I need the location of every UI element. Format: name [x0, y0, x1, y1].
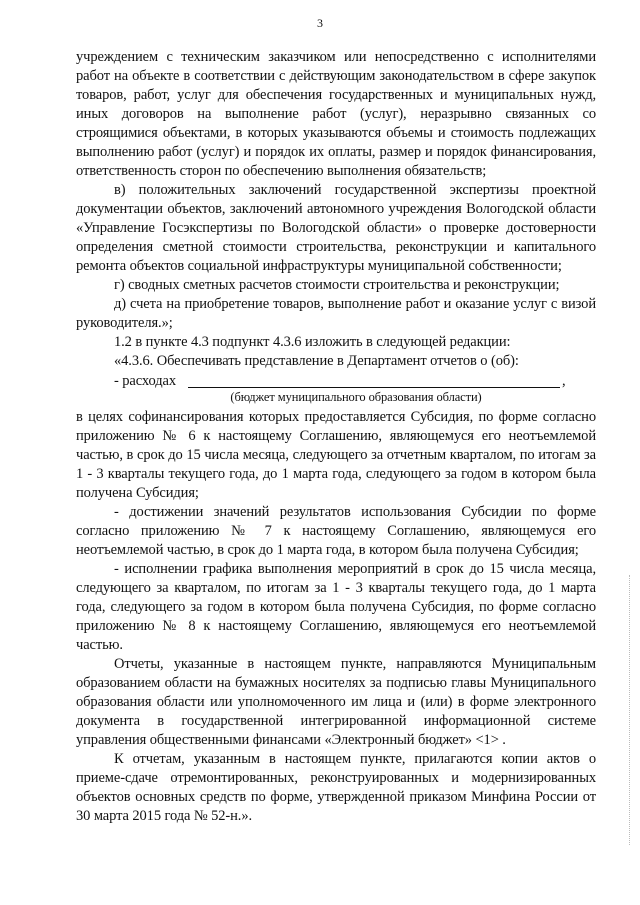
paragraph-item-g: г) сводных сметных расчетов стоимости строительства и реконструкции; [114, 277, 560, 293]
blank-label: - расходах [114, 373, 176, 389]
paragraph-continuation: учреждением с техническим заказчиком или непосредственно с исполнителями работ на объекте в соответствии с действующим законодательством в сфере закупок товаров, работ, услуг для обеспечения государственных и муниципальных нужд, иных договоров на выполнение работ (услуг), неразрывно связанных со строящимися объектами, в которых указываются объемы и стоимость подлежащих выполнению работ (услуг) и порядок их оплаты, размер и порядок финансирования, ответственность сторон по обеспечению выполнения обязательств; [76, 49, 596, 179]
paragraph-report-expenses: в целях софинансирования которых предоставляется Субсидия, по форме согласно приложению № 6 к настоящему Соглашению, являющемуся его неотъемлемой частью, в срок до 15 числа месяца, следующего за отчетным кварталом, по итогам за 1 - 3 кварталы текущего года, до 1 марта года, следующего за годом в котором была получена Субсидия; [76, 409, 596, 501]
page-number: 3 [317, 16, 323, 30]
blank-caption: (бюджет муниципального образования области) [230, 390, 482, 404]
paragraph-item-d: д) счета на приобретение товаров, выполнение работ и оказание услуг с визой руководителя.»; [76, 296, 596, 331]
paragraph-reports-attachments: К отчетам, указанным в настоящем пункте, прилагаются копии актов о приеме-сдаче отремонтированных, реконструированных и модернизированных объектов основных средств по форме, утвержденной приказом Минфина России от 30 марта 2015 года № 52-н.». [76, 751, 596, 824]
fill-in-blank-line [76, 372, 596, 394]
paragraph-amendment-1-2: 1.2 в пункте 4.3 подпункт 4.3.6 изложить в следующей редакции: [114, 334, 511, 350]
scan-edge-artifact [629, 575, 630, 845]
document-body [76, 48, 596, 826]
paragraph-reports-submission: Отчеты, указанные в настоящем пункте, направляются Муниципальным образованием области на бумажных носителях за подписью главы Муниципального образования области или уполномоченного им лица и (или) в форме электронного документа в государственной интегрированной информационной системе управления общественными финансами «Электронный бюджет» <1> . [76, 656, 596, 748]
paragraph-clause-4-3-6: «4.3.6. Обеспечивать представление в Департамент отчетов о (об): [114, 353, 519, 369]
paragraph-report-results: - достижении значений результатов использования Субсидии по форме согласно приложению № 7 к настоящему Соглашению, являющемуся его неотъемлемой частью, в срок до 1 марта года, в котором была получена Субсидия; [76, 504, 596, 558]
paragraph-item-v: в) положительных заключений государственной экспертизы проектной документации объектов, заключений автономного учреждения Вологодской области «Управление Госэкспертизы по Вологодской области» о проверке достоверности определения сметной стоимости строительства, реконструкции и капитального ремонта объектов социальной инфраструктуры муниципальной собственности; [76, 182, 596, 274]
blank-underline [188, 387, 560, 388]
paragraph-report-schedule: - исполнении графика выполнения мероприятий в срок до 15 числа месяца, следующего за кварталом, по итогам за 1 - 3 кварталы текущего года, до 1 марта года, следующего за годом в котором была получена Субсидия, по форме согласно приложению № 8 к настоящему Соглашению, являющемуся его неотъемлемой частью. [76, 561, 596, 653]
blank-comma: , [562, 373, 566, 389]
